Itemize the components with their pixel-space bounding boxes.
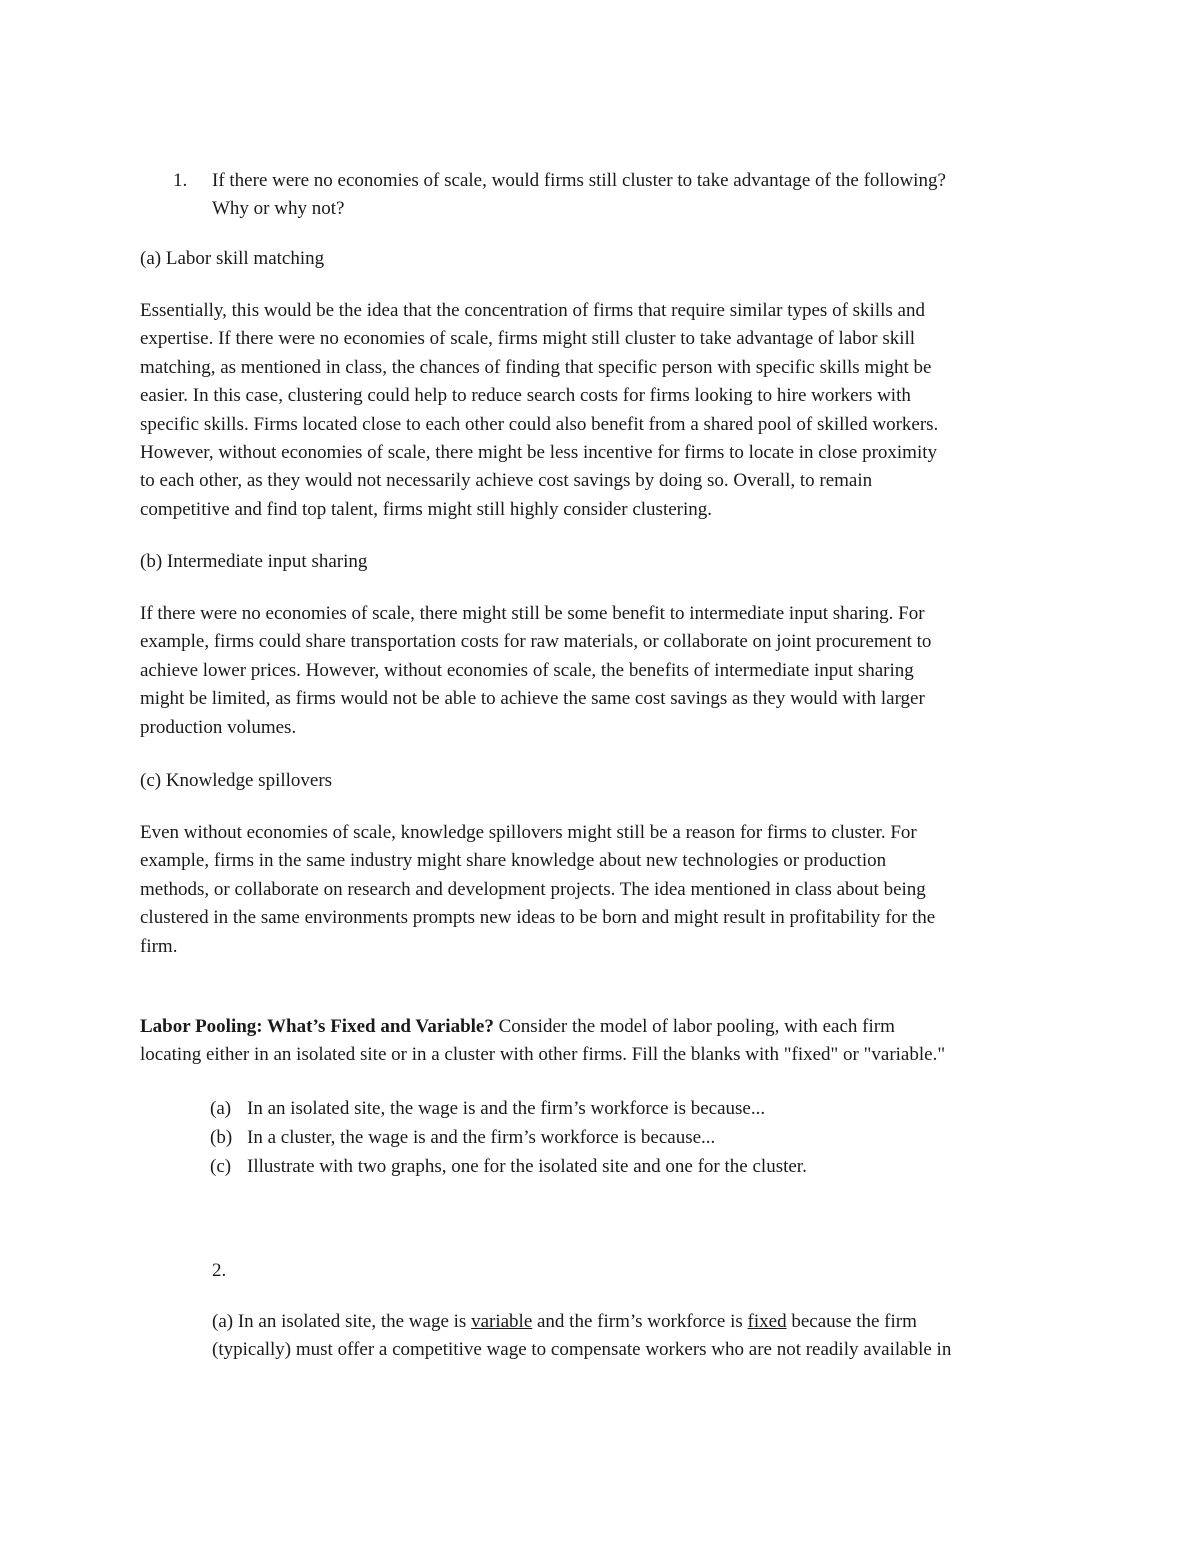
part-a-heading: (a) Labor skill matching bbox=[140, 248, 325, 269]
paragraph-line: However, without economies of scale, there might be less incentive for firms to locate in close proximity bbox=[140, 442, 938, 464]
answer-a-suffix: because the firm bbox=[786, 1311, 917, 1332]
part-a-paragraph bbox=[140, 297, 1060, 524]
paragraph-line: matching, as mentioned in class, the chances of finding that specific person with specific skills might be bbox=[140, 356, 932, 378]
paragraph-line: expertise. If there were no economies of scale, firms might still cluster to take advantage of labor skill bbox=[140, 328, 916, 350]
paragraph-line: clustered in the same environments prompts new ideas to be born and might result in profitability for the bbox=[140, 907, 936, 929]
labor-pooling-intro-line-2: locating either in an isolated site or in a cluster with other firms. Fill the blanks with "fixed" or "variable." bbox=[140, 1044, 946, 1066]
question-1 bbox=[173, 167, 1063, 224]
wage-answer: variable bbox=[471, 1311, 533, 1332]
answer-a-middle: and the firm’s workforce is bbox=[532, 1311, 748, 1332]
answer-a-line-2: (typically) must offer a competitive wage to compensate workers who are not readily available in bbox=[212, 1339, 952, 1361]
paragraph-line: might be limited, as firms would not be able to achieve the same cost savings as they would with larger bbox=[140, 688, 925, 710]
answer-a-prefix: (a) In an isolated site, the wage is bbox=[212, 1311, 472, 1332]
question-2-number: 2. bbox=[212, 1260, 227, 1281]
list-item-text: In a cluster, the wage is and the firm’s workforce is because... bbox=[247, 1127, 716, 1148]
question-1-text-line-1: If there were no economies of scale, would firms still cluster to take advantage of the following? bbox=[212, 170, 946, 191]
paragraph-line: methods, or collaborate on research and development projects. The idea mentioned in class about being bbox=[140, 878, 926, 900]
paragraph-line: example, firms in the same industry might share knowledge about new technologies or production bbox=[140, 850, 887, 872]
paragraph-line: If there were no economies of scale, there might still be some benefit to intermediate input sharing. For bbox=[140, 603, 925, 624]
list-item bbox=[210, 1123, 1070, 1152]
labor-pooling-title: Labor Pooling: What’s Fixed and Variable? bbox=[140, 1016, 494, 1037]
list-item-marker: (b) bbox=[210, 1127, 233, 1148]
labor-pooling-list bbox=[210, 1094, 1070, 1181]
paragraph-line: firm. bbox=[140, 935, 178, 957]
labor-pooling-intro-rest: Consider the model of labor pooling, with each firm bbox=[493, 1016, 895, 1037]
list-item-text: Illustrate with two graphs, one for the isolated site and one for the cluster. bbox=[247, 1156, 807, 1177]
labor-pooling-intro-line-1 bbox=[140, 1013, 1060, 1041]
list-item bbox=[210, 1152, 1070, 1181]
paragraph-line: specific skills. Firms located close to each other could also benefit from a shared pool of skilled workers. bbox=[140, 413, 939, 435]
question-2-answer-a bbox=[212, 1308, 1062, 1365]
part-c-heading: (c) Knowledge spillovers bbox=[140, 770, 333, 791]
list-item-text: In an isolated site, the wage is and the firm’s workforce is because... bbox=[247, 1098, 766, 1119]
part-b-heading: (b) Intermediate input sharing bbox=[140, 551, 368, 572]
paragraph-line: Even without economies of scale, knowledge spillovers might still be a reason for firms to cluster. For bbox=[140, 822, 917, 843]
paragraph-line: achieve lower prices. However, without economies of scale, the benefits of intermediate input sharing bbox=[140, 659, 914, 681]
answer-a-line-1 bbox=[212, 1308, 1062, 1336]
list-item-marker: (a) bbox=[210, 1098, 232, 1119]
paragraph-line: easier. In this case, clustering could help to reduce search costs for firms looking to hire workers with bbox=[140, 385, 911, 407]
question-1-text-line-2: Why or why not? bbox=[212, 198, 345, 220]
part-b-paragraph bbox=[140, 600, 1060, 742]
list-item-marker: (c) bbox=[210, 1156, 232, 1177]
paragraph-line: production volumes. bbox=[140, 716, 297, 738]
question-1-number: 1. bbox=[173, 170, 188, 191]
part-c-paragraph bbox=[140, 819, 1060, 961]
paragraph-line: to each other, as they would not necessarily achieve cost savings by doing so. Overall, to remain bbox=[140, 470, 873, 492]
paragraph-line: example, firms could share transportation costs for raw materials, or collaborate on joint procurement to bbox=[140, 631, 932, 653]
labor-pooling-intro bbox=[140, 1013, 1060, 1070]
paragraph-line: competitive and find top talent, firms might still highly consider clustering. bbox=[140, 498, 713, 520]
paragraph-line: Essentially, this would be the idea that the concentration of firms that require similar types of skills and bbox=[140, 300, 925, 321]
list-item bbox=[210, 1094, 1070, 1123]
workforce-answer: fixed bbox=[747, 1311, 787, 1332]
